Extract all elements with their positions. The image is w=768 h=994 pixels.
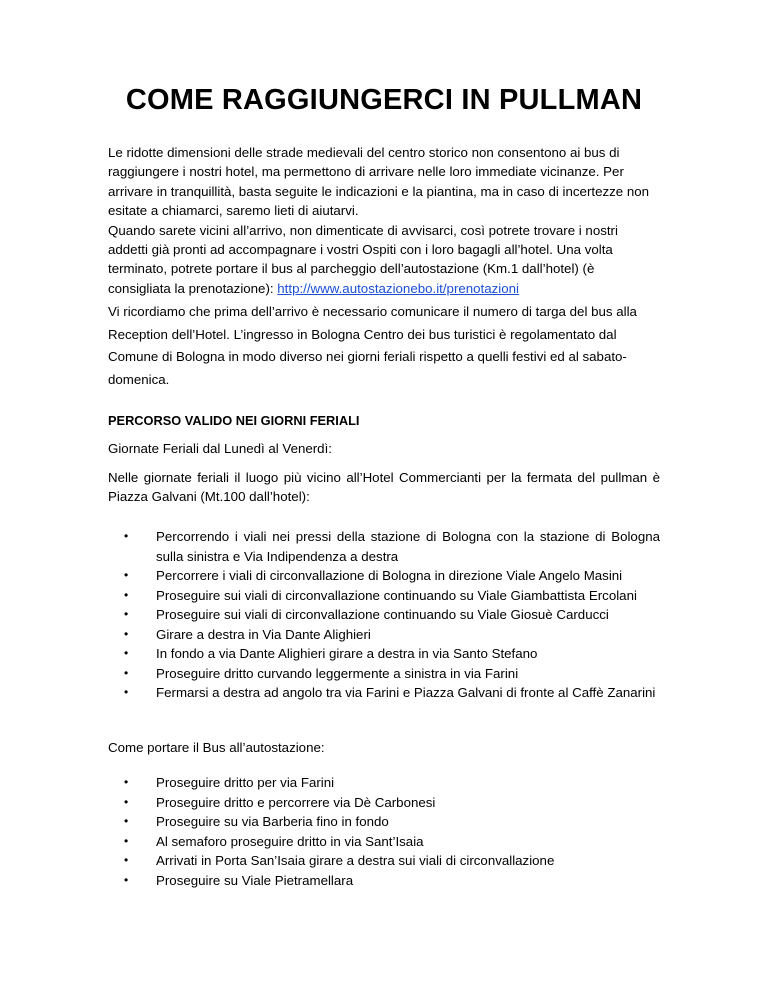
list-item-text: Proseguire dritto per via Farini: [156, 775, 335, 790]
bullet-icon: •: [124, 626, 129, 641]
bullet-icon: •: [124, 853, 129, 867]
bullet-icon: •: [124, 568, 129, 582]
bullet-icon: •: [124, 607, 129, 621]
list-item: [108, 683, 660, 703]
list-item-text: Proseguire sui viali di circonvallazione continuando su Viale Giosuè Carducci: [156, 607, 609, 622]
weekday-lead: Nelle giornate feriali il luogo più vicino all’Hotel Commercianti per la fermata del pullman è Piazza Galvani (Mt.100 dall’hotel):: [108, 470, 660, 505]
list-item-text: Girare a destra in Via Dante Alighieri: [156, 626, 371, 642]
list-item: [108, 851, 660, 871]
route-steps-list: [108, 527, 660, 703]
list-item: [108, 586, 660, 606]
list-item: [108, 793, 660, 813]
bullet-icon: •: [124, 814, 129, 828]
bullet-icon: •: [124, 685, 129, 699]
bullet-icon: •: [124, 529, 129, 543]
bullet-icon: •: [124, 833, 129, 848]
list-item: [108, 605, 660, 625]
booking-link[interactable]: http://www.autostazionebo.it/prenotazioni: [277, 280, 519, 296]
list-item-text: Arrivati in Porta San’Isaia girare a destra sui viali di circonvallazione: [156, 853, 555, 868]
list-item: [108, 871, 660, 891]
bullet-icon: •: [124, 794, 129, 809]
list-item-text: Proseguire dritto e percorrere via Dè Carbonesi: [156, 794, 436, 810]
list-item: [108, 625, 660, 645]
intro-text-2-body: Quando sarete vicini all’arrivo, non dimenticate di avvisarci, così potrete trovare i nostri addetti già pronti ad accompagnare i vostri Ospiti con i loro bagagli all’hotel. Una volta terminato, potrete portare il bus al parcheggio dell’autostazione (Km.1 dall’hotel) (è consigliata la prenotazione):: [108, 222, 618, 296]
list-item: [108, 812, 660, 832]
list-item: [108, 566, 660, 586]
list-item-text: Proseguire su via Barberia fino in fondo: [156, 814, 389, 829]
list-item: [108, 644, 660, 664]
bullet-icon: •: [124, 872, 129, 887]
list-item-text: Percorrendo i viali nei pressi della stazione di Bologna con la stazione di Bologna sulla sinistra e Via Indipendenza a destra: [156, 529, 660, 564]
list-item: [108, 773, 660, 793]
list-item: [108, 527, 660, 566]
list-item: [108, 832, 660, 852]
intro-text-1: Le ridotte dimensioni delle strade medievali del centro storico non consentono ai bus di raggiungere i nostri hotel, ma permettono di arrivare nelle loro immediate vicinanze. Per arrivare in tranquillità, basta seguite le indicazioni e la piantina, ma in caso di incertezze non esitate a chiamarci, saremo lieti di aiutarvi.: [108, 145, 650, 219]
bullet-icon: •: [124, 646, 129, 660]
list-item-text: Proseguire dritto curvando leggermente a sinistra in via Farini: [156, 665, 519, 681]
list-item-text: Fermarsi a destra ad angolo tra via Farini e Piazza Galvani di fronte al Caffè Zanarini: [156, 685, 656, 700]
list-item-text: Proseguire sui viali di circonvallazione continuando su Viale Giambattista Ercolani: [156, 587, 637, 603]
intro-paragraph: [108, 143, 660, 298]
bus-steps-list: [108, 773, 660, 890]
bullet-icon: •: [124, 665, 129, 680]
list-item-text: In fondo a via Dante Alighieri girare a destra in via Santo Stefano: [156, 646, 538, 661]
list-item-text: Al semaforo proseguire dritto in via Sant’Isaia: [156, 833, 424, 849]
list-item-text: Percorrere i viali di circonvallazione di Bologna in direzione Viale Angelo Masini: [156, 568, 623, 583]
notice-paragraph: Vi ricordiamo che prima dell’arrivo è necessario comunicare il numero di targa del bus alla Reception dell’Hotel. L’ingresso in Bologna Centro dei bus turistici è regolamentato dal Comune di Bologna in modo diverso nei giorni feriali rispetto a quelli festivi ed al sabato-domenica.: [108, 304, 637, 387]
bullet-icon: •: [124, 587, 129, 602]
intro-text-2: [108, 221, 660, 299]
list-item: [108, 664, 660, 684]
section-title: PERCORSO VALIDO NEI GIORNI FERIALI: [108, 413, 360, 428]
bus-label: Come portare il Bus all’autostazione:: [108, 740, 325, 755]
bullet-icon: •: [124, 775, 129, 789]
page-title: COME RAGGIUNGERCI IN PULLMAN: [125, 84, 643, 116]
weekday-label: Giornate Feriali dal Lunedì al Venerdì:: [108, 441, 332, 456]
list-item-text: Proseguire su Viale Pietramellara: [156, 872, 354, 888]
